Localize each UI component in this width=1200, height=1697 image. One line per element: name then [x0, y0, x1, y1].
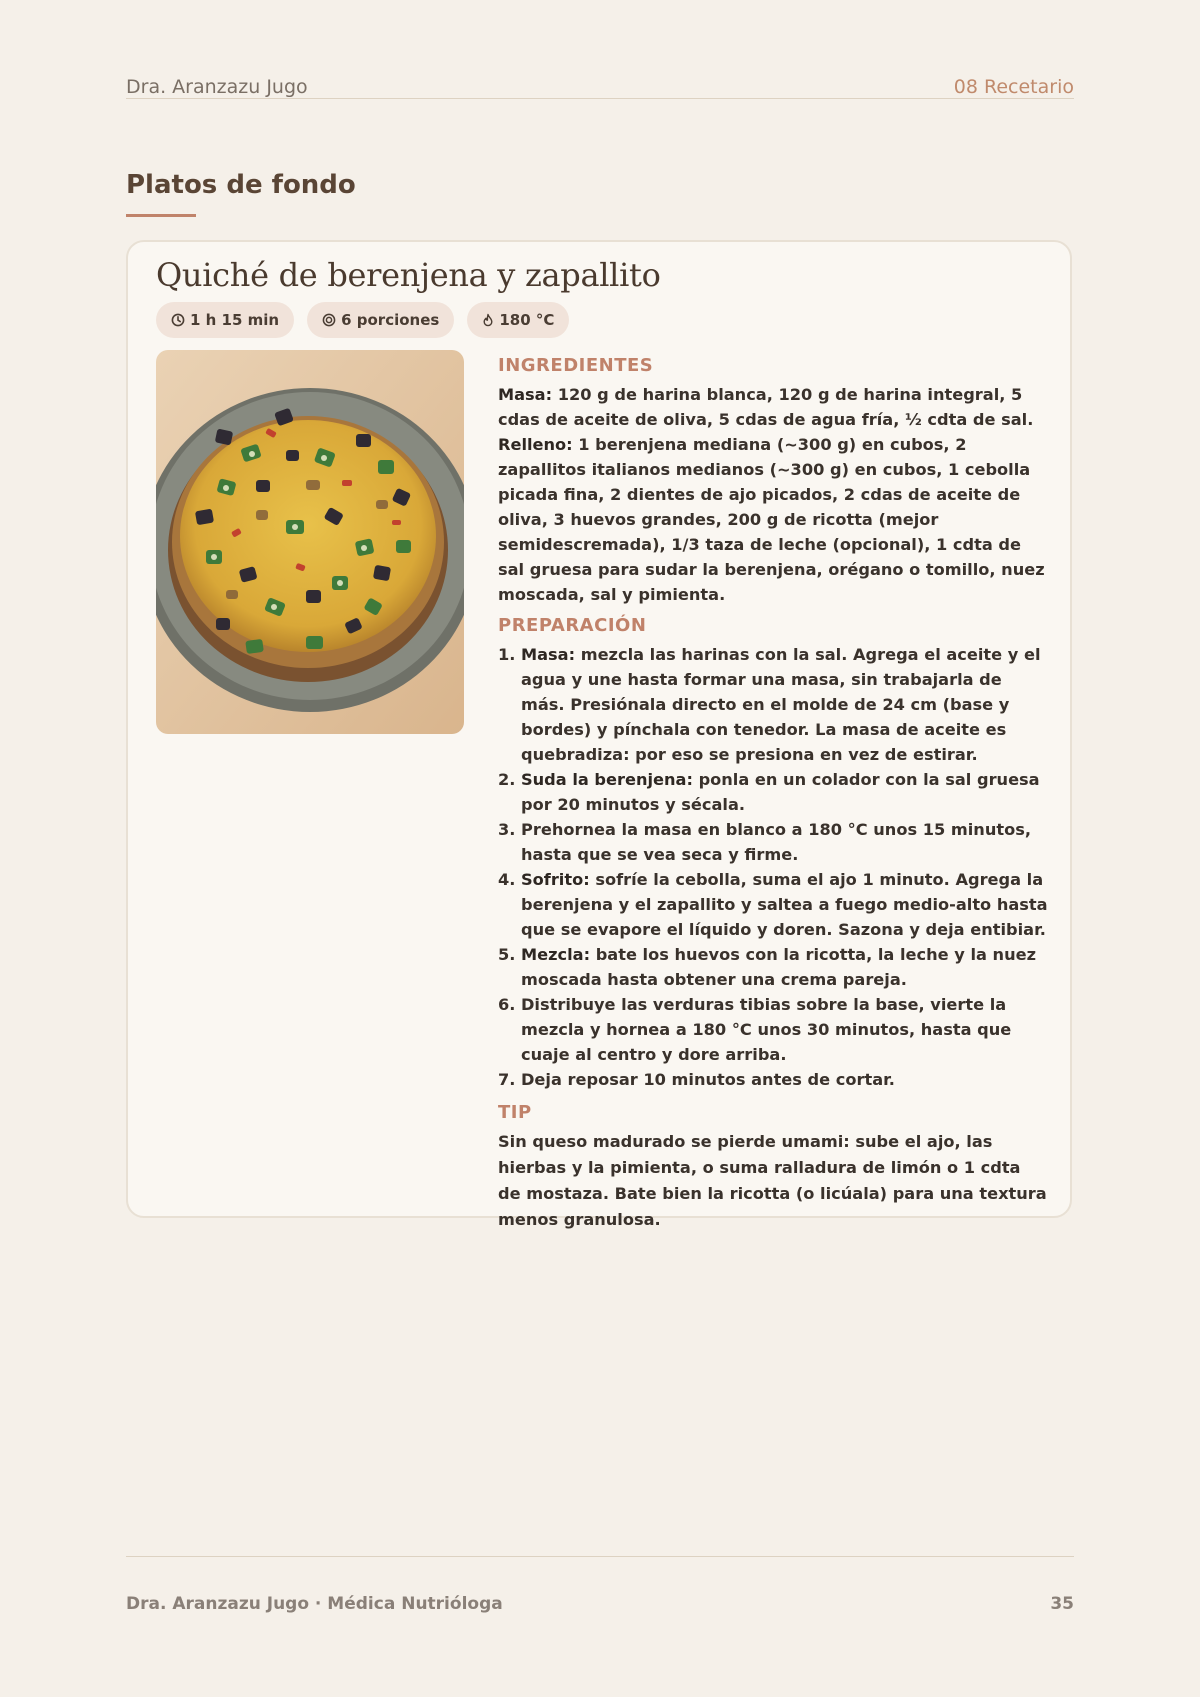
relleno-text: 1 berenjena mediana (~300 g) en cubos, 2 zapallitos italianos medianos (~300 g) en cubos, 1 cebolla picada fina, 2 dientes de ajo picados, 2 cdas de aceite de oliva, 3 huevos grandes, 200 g de ricotta (mejor semidescremada), 1/3 taza de leche (opcional), 1 cdta de sal gruesa para sudar la berenjena, orégano o tomillo, nuez moscada, sal y pimienta. — [498, 435, 1045, 604]
header-section-ref: 08 Recetario — [953, 76, 1074, 98]
preparation-steps — [498, 642, 1048, 1092]
section-title: Platos de fondo — [126, 170, 356, 200]
footer-credit: Dra. Aranzazu Jugo · Médica Nutrióloga — [126, 1594, 503, 1614]
step-label: Masa: — [521, 645, 576, 664]
step-text: Distribuye las verduras tibias sobre la base, vierte la mezcla y hornea a 180 °C unos 30 minutos, hasta que cuaje al centro y dore arriba. — [521, 995, 1012, 1064]
step-item — [521, 942, 1048, 992]
recipe-title: Quiché de berenjena y zapallito — [156, 256, 661, 294]
step-label: Sofrito: — [521, 870, 590, 889]
tip-text: Sin queso madurado se pierde umami: sube el ajo, las hierbas y la pimienta, o suma ralladura de limón o 1 cdta de mostaza. Bate bien la ricotta (o licúala) para una textura menos granulosa. — [498, 1132, 1047, 1229]
temperature-chip-label: 180 °C — [499, 311, 555, 329]
footer-divider — [126, 1556, 1074, 1557]
running-header — [126, 74, 1074, 99]
time-chip — [156, 302, 294, 338]
time-chip-label: 1 h 15 min — [190, 311, 280, 329]
flame-icon — [482, 313, 494, 327]
step-text: Deja reposar 10 minutos antes de cortar. — [521, 1070, 895, 1089]
servings-chip — [307, 302, 454, 338]
step-text: ponla en un colador con la sal gruesa por 20 minutos y sécala. — [521, 770, 1040, 814]
quiche-photo — [156, 350, 464, 734]
page-number: 35 — [1050, 1594, 1074, 1614]
temperature-chip — [467, 302, 569, 338]
step-text: Prehornea la masa en blanco a 180 °C unos 15 minutos, hasta que se vea seca y firme. — [521, 820, 1031, 864]
ingredients-text — [498, 382, 1048, 607]
servings-icon — [322, 313, 336, 327]
servings-chip-label: 6 porciones — [341, 311, 440, 329]
header-author: Dra. Aranzazu Jugo — [126, 76, 308, 98]
step-item — [521, 867, 1048, 942]
step-item — [521, 642, 1048, 767]
step-item — [521, 1067, 1048, 1092]
step-label: Mezcla: — [521, 945, 591, 964]
preparation-heading: PREPARACIÓN — [498, 615, 647, 636]
masa-text: 120 g de harina blanca, 120 g de harina integral, 5 cdas de aceite de oliva, 5 cdas de agua fría, ½ cdta de sal. — [498, 385, 1034, 429]
recipe-card — [126, 240, 1072, 1229]
relleno-label: Relleno: — [498, 435, 573, 454]
step-label: Suda la berenjena: — [521, 770, 693, 789]
step-text: mezcla las harinas con la sal. Agrega el aceite y el agua y une hasta formar una masa, sin trabajarla de más. Presiónala directo en el molde de 24 cm (base y bordes) y pínchala con tenedor. La masa de aceite es quebradiza: por eso se presiona en vez de estirar. — [521, 645, 1041, 764]
masa-label: Masa: — [498, 385, 553, 404]
recipe-content — [498, 354, 1048, 1233]
tip-heading: TIP — [498, 1102, 532, 1123]
step-item — [521, 767, 1048, 817]
step-item — [521, 992, 1048, 1067]
clock-icon — [171, 313, 185, 327]
step-item — [521, 817, 1048, 867]
step-text: bate los huevos con la ricotta, la leche y la nuez moscada hasta obtener una crema pareja. — [521, 945, 1037, 989]
ingredients-heading: INGREDIENTES — [498, 355, 654, 376]
step-text: sofríe la cebolla, suma el ajo 1 minuto. Agrega la berenjena y el zapallito y saltea a fuego medio-alto hasta que se evapore el líquido y doren. Sazona y deja entibiar. — [521, 870, 1048, 939]
section-underline — [126, 214, 196, 217]
recipe-meta-chips — [156, 302, 569, 338]
